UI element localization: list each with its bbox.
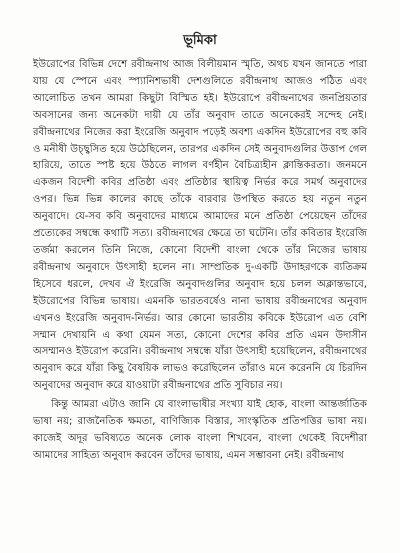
paragraph-1: ইউরোপের বিভিন্ন দেশে রবীন্দ্রনাথ আজ বিলীয়মান স্মৃতি, অথচ যখন জানতে পারা যায় যে স্পেনে এবং স্প্যানিশভাষী দেশগুলিতে রবীন্দ্রনাথ আজও পঠিত এবং আলোচিত তখন আমরা কিছুটা বিস্মিত হই। ইউরোপে রবীন্দ্রনাথের জনপ্রিয়তার অবসানের জন্য অনেকটা দায়ী যে তাঁর অনুবাদ তাতে অনেকেরই সন্দেহ নেই। রবীন্দ্রনাথের নিজের করা ইংরেজি অনুবাদ পড়েই অবশ্য একদিন ইউরোপের বহু কবি ও মনীষী উচ্ছ্বসিত হয়ে উঠেছিলেন, তারপর একদিন সেই অনুবাদগুলির উত্তাপ গেল হারিয়ে, তাতে স্পষ্ট হয়ে উঠতে লাগল বর্ণহীন বৈচিত্র্যহীন ক্লান্তিকরতা। জনমনে একজন বিদেশী কবির প্রতিষ্ঠা এবং প্রতিষ্ঠার স্থায়িত্ব নির্ভর করে সমর্থ অনুবাদের ওপর। ভিন্ন ভিন্ন কালের কাছে তাঁকে বারবার উপস্থিত করতে হয় নতুন নতুন অনুবাদে। যে-সব কবি অনুবাদের মাধ্যমে আমাদের মনে প্রতিষ্ঠা পেয়েছেন তাঁদের প্রত্যেকের সম্বন্ধে কথাটি সত্য। রবীন্দ্রনাথের ক্ষেত্রে তা ঘটেনি। তাঁর কবিতার ইংরেজি তর্জমা করলেন তিনি নিজে, কোনো বিদেশী বাংলা থেকে তাঁর নিজের ভাষায় রবীন্দ্রনাথ অনুবাদে উৎসাহী হলেন না। সাম্প্রতিক দু-একটি উদাহরণকে ব্যতিক্রম হিসেবে ধরলে, দেখব ঐ ইংরেজি অনুবাদগুলির অনুবাদ হয়ে চলল অক্লান্তভাবে, ইউরোপের বিভিন্ন ভাষায়। এমনকি ভারতবর্ষেও নানা ভাষায় রবীন্দ্রনাথের অনুবাদ এখনও ইংরেজি অনুবাদ-নির্ভর। আর কোনো ভারতীয় কবিকে ইউরোপ এত বেশি সম্মান দেখায়নি এ কথা যেমন সত্য, কোনো দেশের কবির প্রতি এমন উদাসীন অসম্মানও ইউরোপ করেনি। রবীন্দ্রনাথ সম্বন্ধে যাঁরা উৎসাহী হয়েছিলেন, রবীন্দ্রনাথের অনুবাদ করে যাঁরা কিছু বৈষয়িক লাভও করেছিলেন তাঁরাও মনে করেননি যে চিরদিন অনুবাদের অনুবাদ করে যাওয়াটা রবীন্দ্রনাথের প্রতি সুবিচার নয়। <box>33 59 367 392</box>
page-title: ভূমিকা <box>183 33 217 48</box>
paragraph-2: কিন্তু আমরা এটাও জানি যে বাংলাভাষীর সংখ্যা যাই হোক, বাংলা আন্তর্জাতিক ভাষা নয়; রাজনৈতিক ক্ষমতা, বাণিজ্যিক বিস্তার, সাংস্কৃতিক প্রতিপত্তির ভাষা নয়। কাজেই অদূর ভবিষ্যতে অনেক লোক বাংলা শিখবেন, বাংলা থেকেই বিদেশীরা আমাদের সাহিত্য অনুবাদ করবেন তাঁদের ভাষায়, এমন সম্ভাবনা নেই। রবীন্দ্রনাথ <box>33 399 367 461</box>
